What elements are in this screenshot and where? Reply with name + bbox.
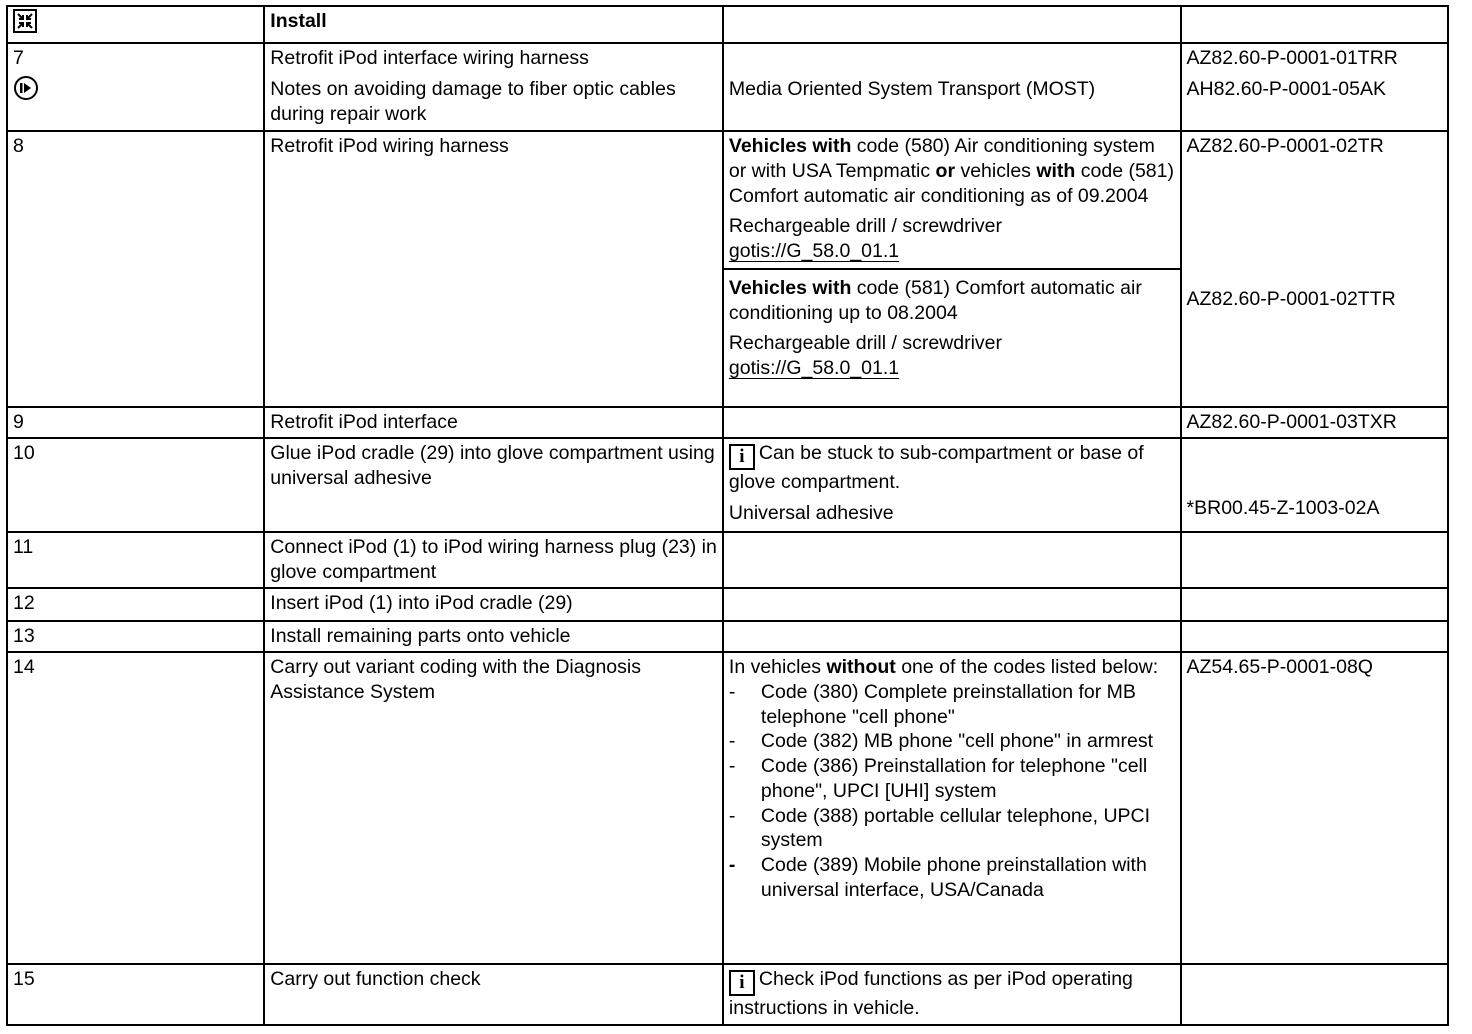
- code-list: [729, 680, 1176, 903]
- material-text: Universal adhesive: [728, 501, 894, 524]
- step-ref-cell: [1181, 131, 1448, 407]
- step-info-cell: [723, 131, 1181, 407]
- reference-link[interactable]: AH82.60-P-0001-05AK: [1186, 77, 1386, 100]
- step-number-cell: [7, 652, 264, 964]
- info-note-text: Check iPod functions as per iPod operating instructions in vehicle.: [728, 968, 1133, 1019]
- step-action: Retrofit iPod interface: [270, 411, 458, 433]
- header-icon-cell: [7, 6, 264, 43]
- step-info-cell: [723, 652, 1181, 964]
- step-row: [7, 588, 1448, 621]
- step-number: 14: [13, 656, 35, 678]
- step-action: Glue iPod cradle (29) into glove compartment using universal adhesive: [270, 442, 715, 489]
- step-number-cell: [7, 964, 264, 1025]
- step-ref-cell: [1181, 621, 1448, 652]
- reference-link[interactable]: AZ82.60-P-0001-01TRR: [1186, 47, 1398, 69]
- header-empty-cell: [723, 6, 1181, 43]
- step-action: Connect iPod (1) to iPod wiring harness plug (23) in glove compartment: [270, 536, 717, 583]
- info-note-text: Can be stuck to sub-compartment or base of glove compartment.: [728, 442, 1144, 493]
- step-action: Install remaining parts onto vehicle: [270, 625, 571, 647]
- step-action-cell: [264, 652, 723, 964]
- procedure-table: [6, 5, 1449, 1026]
- step-info-cell: [723, 407, 1181, 438]
- info-icon: i: [729, 970, 755, 996]
- step-ref-cell: [1181, 588, 1448, 621]
- gotis-link[interactable]: gotis://G_58.0_01.1: [728, 240, 900, 262]
- step-info-cell: [723, 532, 1181, 588]
- step-info-cell: [723, 621, 1181, 652]
- step-ref-cell: [1181, 964, 1448, 1025]
- step-action-cell: [264, 964, 723, 1025]
- step-action-cell: [264, 621, 723, 652]
- step-ref-cell: [1181, 652, 1448, 964]
- gotis-link[interactable]: gotis://G_58.0_01.1: [728, 357, 900, 379]
- reference-link[interactable]: AZ82.60-P-0001-02TTR: [1186, 287, 1396, 310]
- install-header-row: [7, 6, 1448, 43]
- step-number: 10: [13, 442, 35, 464]
- step-number: 15: [13, 968, 35, 990]
- step-action-cell: [264, 43, 723, 131]
- coding-intro-text: In vehicles without one of the codes listed below:: [728, 656, 1159, 678]
- header-title: Install: [264, 6, 723, 43]
- vehicle-condition-text: Vehicles with code (580) Air conditioning system or with USA Tempmatic or vehicles with code (581) Comfort automatic air conditioning as of 09.2004: [728, 135, 1174, 207]
- most-info-text: Media Oriented System Transport (MOST): [728, 78, 1096, 100]
- reference-link[interactable]: *BR00.45-Z-1003-02A: [1186, 497, 1380, 519]
- step-number: 7: [13, 47, 24, 69]
- step-number: 9: [13, 411, 24, 433]
- step-action: Carry out function check: [270, 968, 481, 990]
- step-number: 12: [13, 592, 35, 614]
- list-item: - Code (380) Complete preinstallation for MB telephone "cell phone": [728, 680, 1136, 728]
- step-row: [7, 438, 1448, 532]
- step-action: Retrofit iPod wiring harness: [270, 135, 509, 157]
- step-info-cell: [723, 43, 1181, 131]
- step-number-cell: [7, 621, 264, 652]
- step-action: Carry out variant coding with the Diagnosis Assistance System: [270, 656, 641, 703]
- info-icon: i: [729, 444, 755, 470]
- vehicle-condition-text: Vehicles with code (581) Comfort automatic air conditioning up to 08.2004: [724, 268, 1180, 326]
- step-info-cell: [723, 588, 1181, 621]
- step-number-cell: [7, 438, 264, 532]
- step-ref-cell: [1181, 407, 1448, 438]
- step-info-cell: [723, 438, 1181, 532]
- step-row: [7, 532, 1448, 588]
- list-item: - Code (389) Mobile phone preinstallation with universal interface, USA/Canada: [728, 854, 1147, 901]
- step-row: [7, 407, 1448, 438]
- step-action: Insert iPod (1) into iPod cradle (29): [270, 592, 573, 614]
- notes-arrow-icon: [13, 75, 39, 101]
- step-number-cell: [7, 588, 264, 621]
- step-number: 13: [13, 625, 35, 647]
- step-number: 11: [13, 536, 34, 558]
- step-action-cell: [264, 532, 723, 588]
- step-row: [7, 131, 1448, 407]
- fiber-optic-notes-link[interactable]: Notes on avoiding damage to fiber optic cables during repair work: [270, 77, 676, 125]
- step-ref-cell: [1181, 532, 1448, 588]
- step-ref-cell: [1181, 43, 1448, 131]
- step-row: [7, 621, 1448, 652]
- step-action-cell: [264, 407, 723, 438]
- step-ref-cell: [1181, 438, 1448, 532]
- step-number-cell: [7, 131, 264, 407]
- step-action-cell: [264, 588, 723, 621]
- list-item: - Code (382) MB phone "cell phone" in armrest: [728, 730, 1154, 753]
- step-action-cell: [264, 438, 723, 532]
- header-empty-cell: [1181, 6, 1448, 43]
- reference-link[interactable]: AZ82.60-P-0001-03TXR: [1186, 411, 1397, 433]
- step-row: [7, 43, 1448, 131]
- list-item: - Code (386) Preinstallation for telephone "cell phone", UPCI [UHI] system: [728, 755, 1148, 802]
- step-row: [7, 964, 1448, 1025]
- install-icon: [13, 9, 37, 33]
- step-info-cell: [723, 964, 1181, 1025]
- reference-link[interactable]: AZ82.60-P-0001-02TR: [1186, 135, 1384, 157]
- step-row: [7, 652, 1448, 964]
- step-number: 8: [13, 135, 24, 157]
- tool-text: Rechargeable drill / screwdriver: [728, 215, 1003, 238]
- step-action-cell: [264, 131, 723, 407]
- tool-text: Rechargeable drill / screwdriver: [728, 332, 1003, 355]
- step-number-cell: [7, 43, 264, 131]
- step-number-cell: [7, 407, 264, 438]
- list-item: - Code (388) portable cellular telephone, UPCI system: [728, 804, 1151, 852]
- step-action: Retrofit iPod interface wiring harness: [270, 47, 589, 69]
- step-number-cell: [7, 532, 264, 588]
- reference-link[interactable]: AZ54.65-P-0001-08Q: [1186, 656, 1373, 678]
